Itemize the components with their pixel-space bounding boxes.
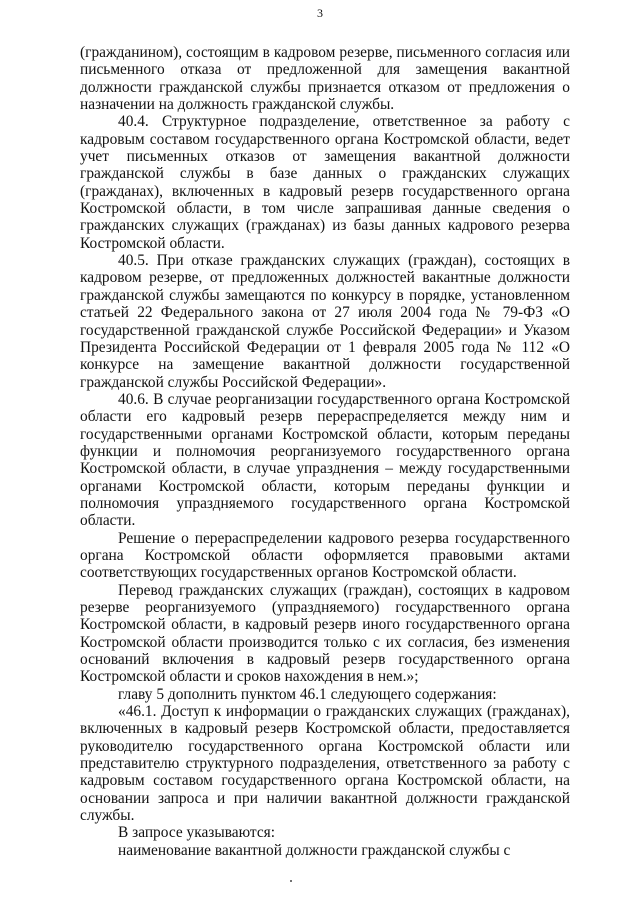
document-body — [80, 44, 570, 859]
paragraph: В запросе указываются: — [118, 824, 276, 842]
paragraph: «46.1. Доступ к информации о гражданских служащих (гражданах), включенных в кадровый резерв Костромской области, предоставляется руководителю государственного органа Костромской области или представителю структурного подразделения, ответственного за работу с кадровым составом государственного органа Костромской области, на основании запроса и при наличии вакантной должности гражданской службы. — [80, 703, 570, 825]
paragraph: 40.4. Структурное подразделение, ответственное за работу с кадровым составом государственного органа Костромской области, ведет учет письменных отказов от замещения вакантной должности гражданской службы в базе данных о гражданских служащих (гражданах), включенных в кадровый резерв государственного органа Костромской области, в том числе запрашивая данные сведения о гражданских служащих (гражданах) из базы данных кадрового резерва Костромской области. — [80, 113, 570, 252]
paragraph: наименование вакантной должности гражданской службы с — [118, 841, 511, 859]
paragraph: Решение о перераспределении кадрового резерва государственного органа Костромской области оформляется правовыми актами соответствующих государственных органов Костромской области. — [80, 529, 570, 582]
paragraph: 40.5. При отказе гражданских служащих (граждан), состоящих в кадровом резерве, от предложенных должностей вакантные должности гражданской службы замещаются по конкурсу в порядке, установленном статьей 22 Федерального закона от 27 июля 2004 года № 79-ФЗ «О государственной гражданской службе Российской Федерации» и Указом Президента Российской Федерации от 1 февраля 2005 года № 112 «О конкурсе на замещение вакантной должности государственной гражданской службы Российской Федерации». — [80, 252, 570, 391]
paragraph: (гражданином), состоящим в кадровом резерве, письменного согласия или письменного отказа от предложенной для замещения вакантной должности гражданской службы признается отказом от предложения о назначении на должность гражданской службы. — [80, 44, 570, 114]
scan-speck — [290, 880, 292, 882]
paragraph: 40.6. В случае реорганизации государственного органа Костромской области его кадровый резерв перераспределяется между ним и государственными органами Костромской области, которым переданы функции и полномочия реорганизуемого государственного органа Костромской области, в случае упразднения – между государственными органами Костромской области, которым переданы функции и полномочия упраздняемого государственного органа Костромской области. — [80, 390, 570, 530]
page-number: 3 — [317, 6, 323, 20]
paragraph: Перевод гражданских служащих (граждан), состоящих в кадровом резерве реорганизуемого (упраздняемого) государственного органа Костромской области, в кадровый резерв иного государственного органа Костромской области производится только с их согласия, без изменения оснований включения в кадровый резерв государственного органа Костромской области и сроков нахождения в нем.»; — [80, 581, 570, 686]
paragraph: главу 5 дополнить пунктом 46.1 следующего содержания: — [118, 685, 497, 703]
